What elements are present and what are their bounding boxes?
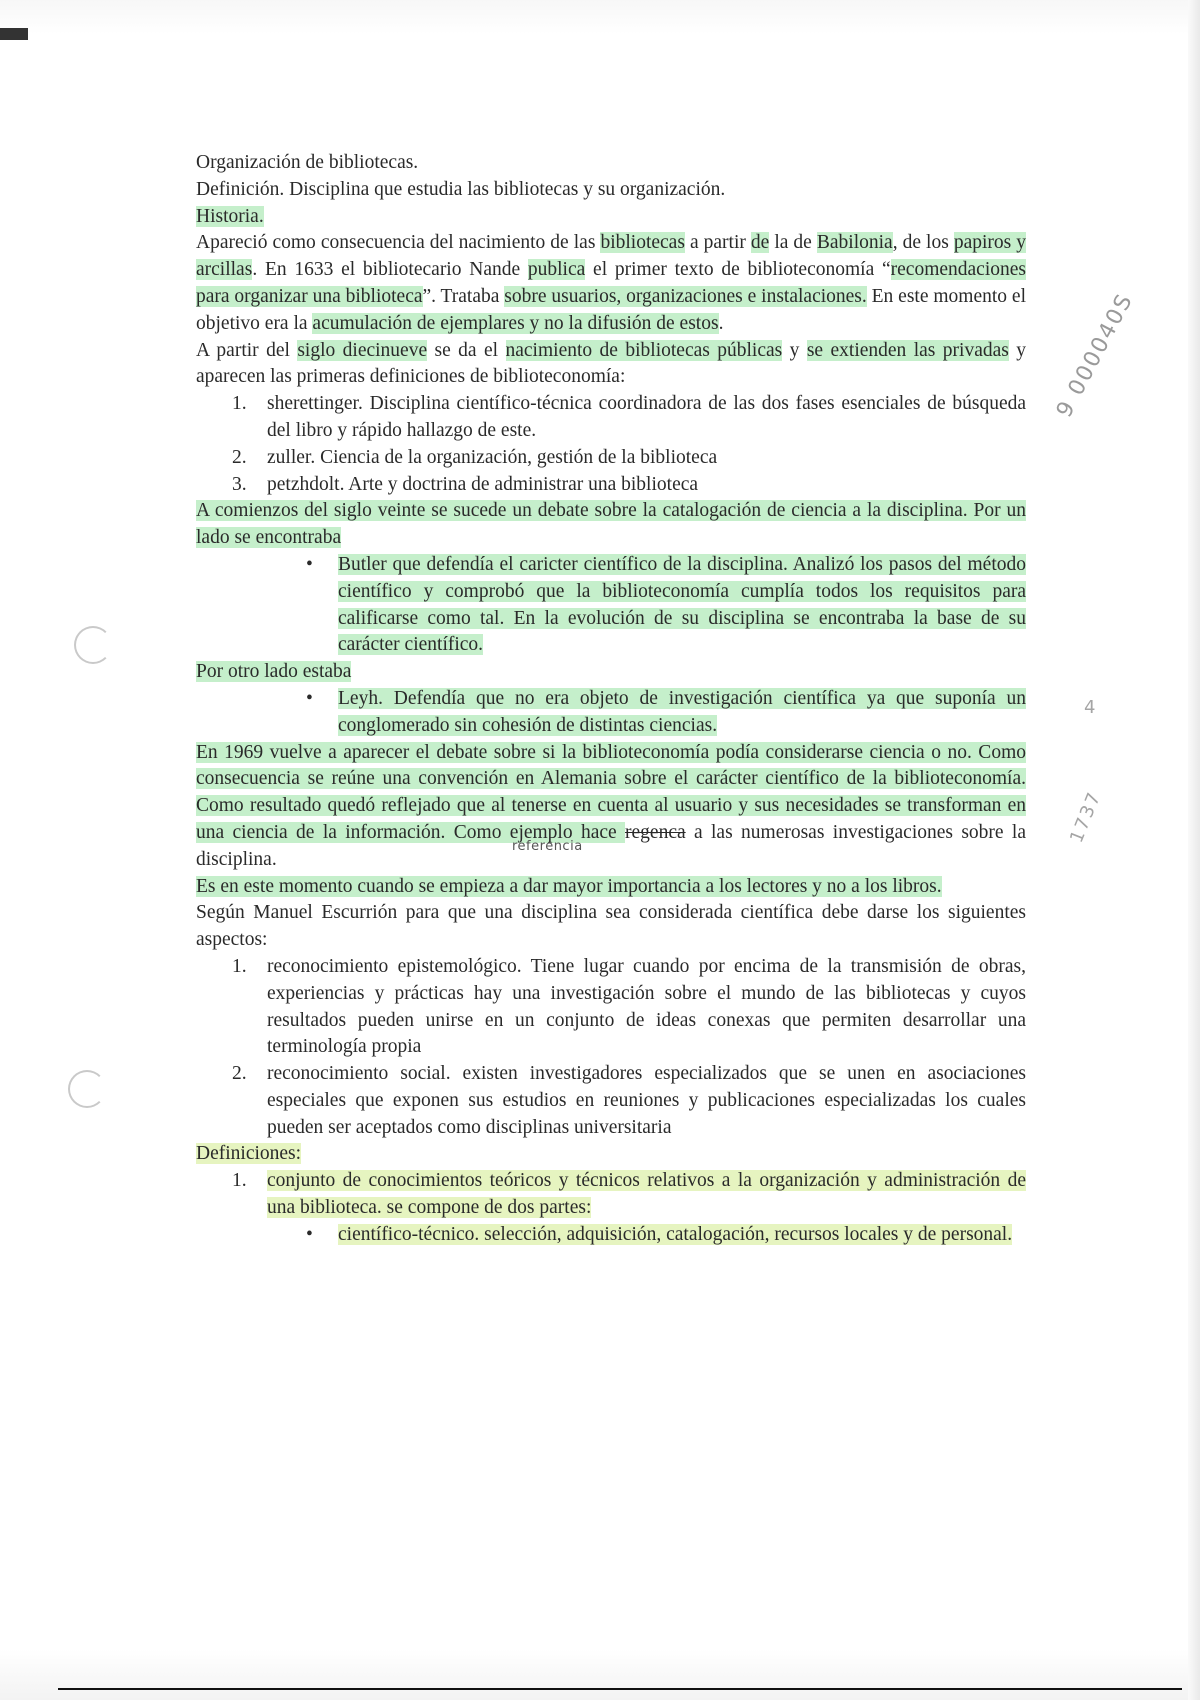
highlighted-text: Babilonia	[816, 232, 893, 254]
text-run: a partir	[684, 232, 751, 254]
text-run: . En 1633 el bibliotecario Nande	[252, 259, 528, 281]
highlighted-text: se extienden las privadas	[806, 339, 1009, 361]
highlighted-text: científico-técnico. selección, adquisición, catalogación, recursos locales y de personal.	[338, 1223, 1013, 1245]
list-item	[196, 686, 1026, 740]
text-run: , de los	[892, 232, 954, 254]
list-number: 1.	[232, 955, 247, 977]
historia-paragraph-5	[196, 740, 1026, 874]
list-item	[196, 391, 1026, 445]
highlighted-text: sobre usuarios, organizaciones e instalaciones.	[504, 285, 867, 307]
text-run: ”. Trataba	[422, 285, 505, 307]
punch-hole-mark	[68, 1070, 106, 1108]
highlighted-text: de	[750, 232, 770, 254]
text-run: el primer texto de biblioteconomía “	[585, 259, 891, 281]
highlighted-text: En 1969 vuelve a aparecer el debate sobre si la biblioteconomía podía considerarse ciencia o no. Como consecuencia se reúne una convención en Alemania sobre el carácter científico de la biblioteconomía. Como resultado quedó reflejado que al tenerse en cuenta al usuario y sus necesidades se transforman en una ciencia de la información. Como ejemplo hace	[196, 741, 1026, 843]
list-number: 2.	[232, 1063, 247, 1085]
definition-line: Definición. Disciplina que estudia las bibliotecas y su organización.	[196, 178, 726, 200]
definitions-numbered-list	[196, 391, 1026, 498]
section-heading-historia	[196, 204, 1026, 231]
historia-paragraph-4	[196, 659, 1026, 686]
highlighted-text: Butler que defendía el caricter científico de la disciplina. Analizó los pasos del método científico y comprobó que la biblioteconomía cumplía todos los requisitos para calificarse como tal. En la evolución de su disciplina se encontraba la base de su carácter científico.	[338, 553, 1026, 656]
list-number: 3.	[232, 473, 247, 495]
list-number: 1.	[232, 393, 247, 415]
text-run: y	[782, 339, 807, 361]
text-run: .	[718, 312, 724, 334]
list-item-text: reconocimiento epistemológico. Tiene lugar cuando por encima de la transmisión de obras, experiencias y prácticas hay una investigación sobre el mundo de las bibliotecas y cuyos resultados pueden unirse en un conjunto de ideas conexas que permiten desarrollar una terminología propia	[267, 955, 1026, 1058]
escurrion-intro: Según Manuel Escurrión para que una disciplina sea considerada científica debe darse los siguientes aspectos:	[196, 902, 1026, 951]
page-edge-shadow	[1188, 0, 1200, 1700]
highlighted-text: siglo diecinueve	[297, 339, 428, 361]
highlighted-text: papiros y arcillas	[196, 232, 1026, 281]
historia-paragraph-2	[196, 338, 1026, 392]
highlighted-text: Por otro lado estaba	[196, 661, 352, 683]
section-heading-definiciones	[196, 1141, 1026, 1168]
handwritten-margin-note: 9 000040S	[1052, 289, 1139, 422]
list-item-text: zuller. Ciencia de la organización, gestión de la biblioteca	[267, 446, 718, 468]
highlighted-text: publica	[527, 259, 586, 281]
highlighted-text: acumulación de ejemplares y no la difusión de estos	[312, 312, 719, 334]
text-run: En este momento el objetivo era la	[196, 285, 1026, 334]
handwritten-margin-note: 4	[1084, 697, 1096, 718]
bullet-list	[196, 552, 1026, 659]
historia-paragraph-1	[196, 230, 1026, 337]
punch-hole-mark	[74, 626, 112, 664]
list-number: 2.	[232, 446, 247, 468]
list-item	[196, 1222, 1026, 1249]
list-item	[196, 472, 1026, 499]
historia-paragraph-6	[196, 874, 1026, 901]
highlighted-text: recomendaciones para organizar una biblioteca	[196, 259, 1026, 307]
escurrion-numbered-list	[196, 954, 1026, 1142]
handwritten-margin-note: 1737	[1066, 788, 1106, 846]
bottom-rule	[58, 1688, 1182, 1690]
list-item	[196, 1061, 1026, 1141]
bullet-marker: •	[306, 1223, 313, 1245]
list-item	[196, 552, 1026, 659]
bullet-list	[196, 1222, 1026, 1249]
document-body	[196, 150, 1026, 1249]
text-run: a las numerosas investigaciones sobre la disciplina.	[196, 821, 1027, 870]
list-item-text: petzhdolt. Arte y doctrina de administrar una biblioteca	[267, 473, 699, 495]
text-run: Apareció como consecuencia del nacimiento de las	[196, 232, 601, 254]
bullet-list	[196, 686, 1026, 740]
highlighted-text: nacimiento de bibliotecas públicas	[505, 339, 783, 361]
list-item-text: sherettinger. Disciplina científico-técnica coordinadora de las dos fases esenciales de búsqueda del libro y rápido hallazgo de este.	[267, 393, 1026, 441]
document-title: Organización de bibliotecas.	[196, 152, 419, 173]
highlighted-text: Definiciones:	[196, 1143, 302, 1165]
definiciones-numbered-list	[196, 1168, 1026, 1222]
highlighted-text: A comienzos del siglo veinte se sucede un debate sobre la catalogación de ciencia a la disciplina. Por un lado se encontraba	[196, 500, 1026, 549]
highlighted-text: bibliotecas	[600, 232, 685, 254]
list-item	[196, 954, 1026, 1061]
historia-paragraph-3	[196, 498, 1026, 552]
bullet-marker: •	[306, 687, 313, 709]
bullet-marker: •	[306, 553, 313, 575]
highlighted-text: Leyh. Defendía que no era objeto de investigación científica ya que suponía un conglomerado sin cohesión de distintas ciencias.	[338, 687, 1026, 736]
list-item	[196, 1168, 1026, 1222]
text-run: A partir del	[196, 339, 298, 361]
list-item	[196, 445, 1026, 472]
highlighted-text: Historia.	[196, 205, 264, 227]
text-run: y aparecen las primeras definiciones de biblioteconomía:	[196, 339, 1027, 388]
list-number: 1.	[232, 1170, 247, 1192]
highlighted-text: conjunto de conocimientos teóricos y técnicos relativos a la organización y administración de una biblioteca. se compone de dos partes:	[267, 1170, 1026, 1219]
scan-corner-mark	[0, 28, 28, 40]
list-item-text: reconocimiento social. existen investigadores especializados que se unen en asociaciones especiales que exponen sus estudios en reuniones y publicaciones especializadas los cuales pueden ser aceptados como disciplinas universitaria	[267, 1063, 1026, 1138]
struck-word: regenca	[625, 821, 686, 843]
handwritten-correction: referencia	[512, 838, 583, 854]
text-run: se da el	[427, 339, 506, 361]
text-run: la de	[769, 232, 817, 254]
highlighted-text: Es en este momento cuando se empieza a dar mayor importancia a los lectores y no a los libros.	[196, 875, 942, 897]
